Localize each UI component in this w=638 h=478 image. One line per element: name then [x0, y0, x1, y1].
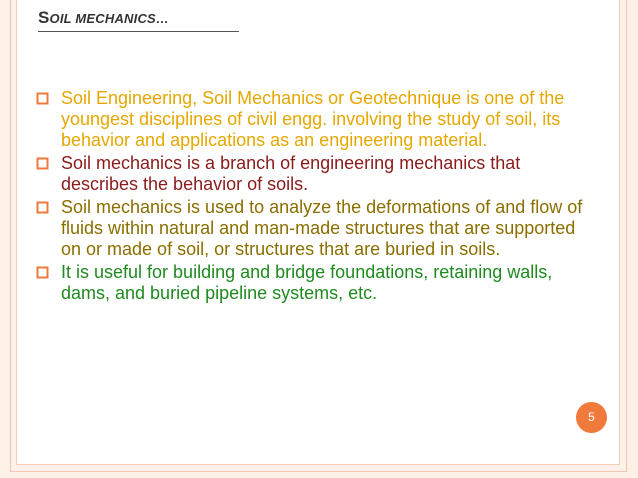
bullet-item — [36, 197, 596, 260]
slide-title — [38, 8, 169, 28]
square-bullet-icon — [36, 92, 49, 105]
square-bullet-icon — [36, 157, 49, 170]
bullet-text: It is useful for building and bridge foundations, retaining walls, dams, and buried pipeline systems, etc. — [61, 262, 553, 303]
page-number-badge: 5 — [576, 402, 607, 433]
bullet-item — [36, 262, 596, 304]
square-bullet-icon — [36, 266, 49, 279]
slide-title-rest: OIL MECHANICS… — [49, 11, 170, 26]
bullet-item — [36, 88, 596, 151]
title-underline — [38, 31, 239, 32]
bullet-text: Soil mechanics is used to analyze the deformations of and flow of fluids within natural and man-made structures that are supported on or made of soil, or structures that are buried in soils. — [61, 197, 583, 259]
square-bullet-icon — [36, 201, 49, 214]
slide-title-initial: S — [38, 8, 50, 27]
bullet-item — [36, 153, 596, 195]
bullet-text: Soil mechanics is a branch of engineering mechanics that describes the behavior of soils. — [61, 153, 521, 194]
bullet-text: Soil Engineering, Soil Mechanics or Geotechnique is one of the youngest disciplines of civil engg. involving the study of soil, its behavior and applications as an engineering material. — [61, 88, 565, 150]
bullet-list — [36, 88, 596, 306]
